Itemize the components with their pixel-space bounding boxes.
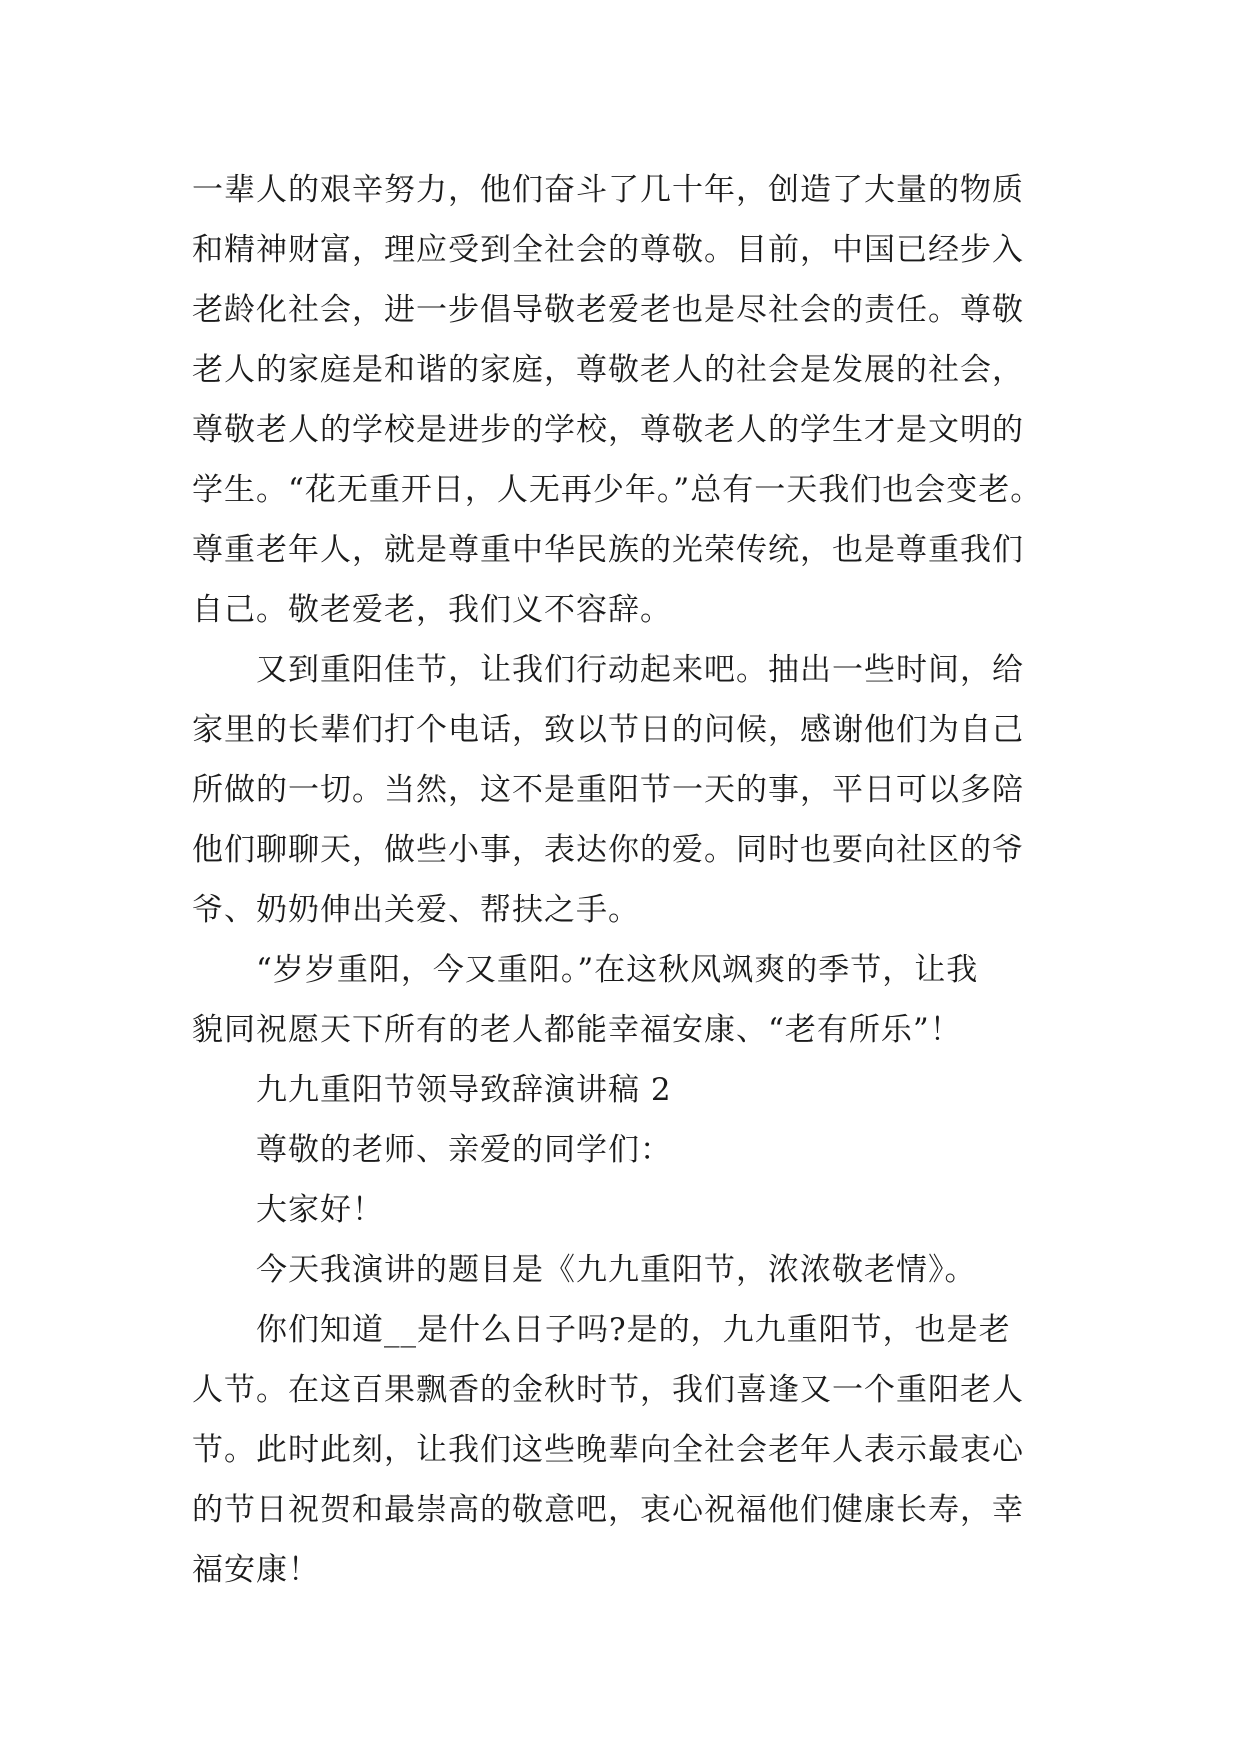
document-body [192,160,1062,1600]
text-line: 学生。“花无重开日，人无再少年。”总有一天我们也会变老。 [192,472,1043,508]
text-line: 所做的一切。当然，这不是重阳节一天的事，平日可以多陪 [192,772,1024,808]
text-line: 家里的长辈们打个电话，致以节日的问候，感谢他们为自己 [192,712,1024,748]
text-line: 老人的家庭是和谐的家庭，尊敬老人的社会是发展的社会， [192,352,1024,388]
text-line: 一辈人的艰辛努力，他们奋斗了几十年，创造了大量的物质 [192,172,1024,208]
paragraph-start-line: 今天我演讲的题目是《九九重阳节，浓浓敬老情》。 [256,1252,977,1288]
text-line: 的节日祝贺和最崇高的敬意吧，衷心祝福他们健康长寿，幸 [192,1492,1024,1528]
text-line: 老龄化社会，进一步倡导敬老爱老也是尽社会的责任。尊敬 [192,292,1024,328]
text-line: 人节。在这百果飘香的金秋时节，我们喜逢又一个重阳老人 [192,1372,1024,1408]
paragraph-start-line: 你们知道__是什么日子吗?是的，九九重阳节，也是老 [256,1312,1011,1348]
text-line: 貌同祝愿天下所有的老人都能幸福安康、“老有所乐”！ [192,1012,962,1048]
text-line: 和精神财富，理应受到全社会的尊敬。目前，中国已经步入 [192,232,1024,268]
greeting: 大家好！ [256,1192,384,1228]
text-line: 他们聊聊天，做些小事，表达你的爱。同时也要向社区的爷 [192,832,1024,868]
salutation: 尊敬的老师、亲爱的同学们： [256,1132,672,1168]
section-title: 九九重阳节领导致辞演讲稿 2 [256,1072,672,1108]
text-line: 尊重老年人，就是尊重中华民族的光荣传统，也是尊重我们 [192,532,1024,568]
paragraph-start-line: 又到重阳佳节，让我们行动起来吧。抽出一些时间，给 [256,652,1024,688]
text-line: 爷、奶奶伸出关爱、帮扶之手。 [192,892,640,928]
text-line: 尊敬老人的学校是进步的学校，尊敬老人的学生才是文明的 [192,412,1024,448]
text-line: 自己。敬老爱老，我们义不容辞。 [192,592,672,628]
text-line: 节。此时此刻，让我们这些晚辈向全社会老年人表示最衷心 [192,1432,1024,1468]
paragraph-start-line: “岁岁重阳，今又重阳。”在这秋风飒爽的季节，让我 [256,952,979,988]
text-line: 福安康！ [192,1552,320,1588]
